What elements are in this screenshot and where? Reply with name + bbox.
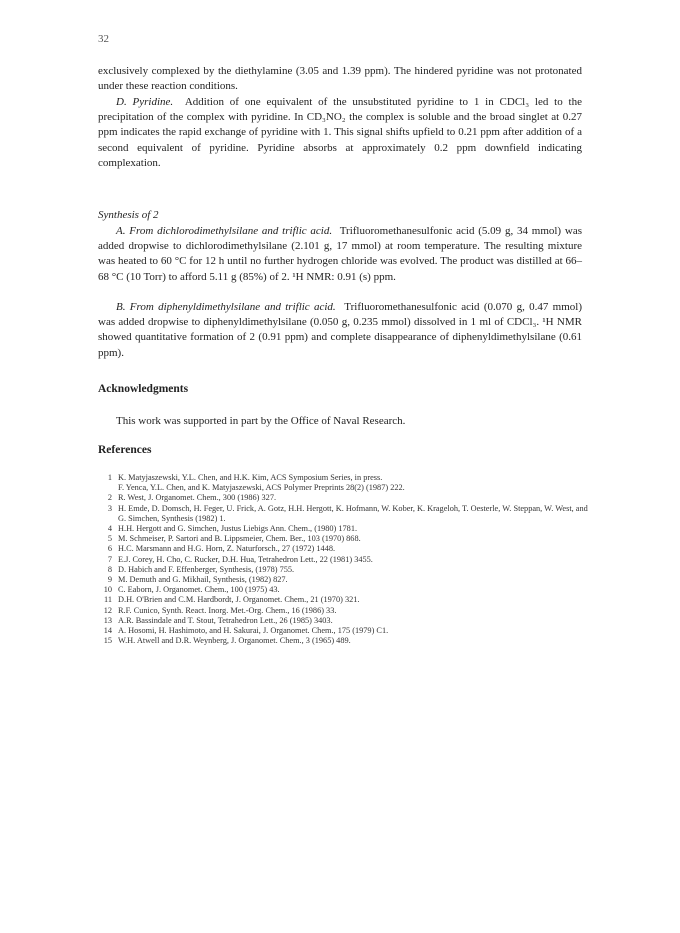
reference-number: 5 <box>107 534 112 544</box>
synthesis-a-paragraph <box>98 224 582 285</box>
reference-item <box>98 595 588 605</box>
reference-item <box>98 585 588 595</box>
reference-item <box>98 575 588 585</box>
reference-list <box>98 473 588 646</box>
reference-number: 9 <box>107 575 112 585</box>
reference-number: 11 <box>104 595 112 605</box>
reference-item <box>98 534 588 544</box>
pyridine-text: Addition of one equivalent of the unsubstituted pyridine to 1 in CDCl₃ led to the precipitation of the complex with pyridine. In CD₃NO₂ the complex is soluble and the broad singlet at 0.27 ppm indicates the rapid exchange of pyridine with 1. This signal shifts upfield to 0.21 ppm after addition of a second equivalent of pyridine. Pyridine absorbs at approximately 0.2 ppm downfield indicating complexation. <box>98 96 582 169</box>
acknowledgments-heading: Acknowledgments <box>98 383 189 395</box>
reference-text: D. Habich and F. Effenberger, Synthesis, (1978) 755. <box>118 564 295 574</box>
page-number: 32 <box>98 33 109 45</box>
reference-text: R.F. Cunico, Synth. React. Inorg. Met.-Org. Chem., 16 (1986) 33. <box>118 605 337 615</box>
reference-item <box>98 524 588 534</box>
synthesis-b-paragraph <box>98 300 582 361</box>
synthesis-b-text: Trifluoromethanesulfonic acid (0.070 g, 0.47 mmol) was added dropwise to diphenyldimethylsilane (0.050 g, 0.235 mmol) dissolved in 1 ml of CDCl₃. ¹H NMR showed quantitative formation of 2 (0.91 ppm) and complete disappearance of diphenyldimethylsilane (0.61 ppm). <box>98 301 583 359</box>
reference-number: 15 <box>103 636 112 646</box>
reference-text: M. Schmeiser, P. Sartori and B. Lippsmeier, Chem. Ber., 103 (1970) 868. <box>118 534 361 544</box>
reference-item <box>98 555 588 565</box>
reference-item <box>98 626 588 636</box>
reference-text: K. Matyjaszewski, Y.L. Chen, and H.K. Kim, ACS Symposium Series, in press. <box>118 473 383 482</box>
reference-number: 14 <box>103 626 112 636</box>
synthesis-a-text: Trifluoromethanesulfonic acid (5.09 g, 34 mmol) was added dropwise to dichlorodimethylsilane (2.101 g, 17 mmol) at room temperature. The resulting mixture was heated to 60 °C for 12 h until no further hydrogen chloride was evolved. The product was distilled at 66–68 °C (10 Torr) to afford 5.11 g (85%) of 2. ¹H NMR: 0.91 (s) ppm. <box>98 225 582 283</box>
reference-number: 4 <box>107 524 112 534</box>
reference-text: H.C. Marsmann and H.G. Horn, Z. Naturforsch., 27 (1972) 1448. <box>118 544 336 554</box>
acknowledgments-text: This work was supported in part by the Office of Naval Research. <box>116 415 406 427</box>
reference-number: 1 <box>107 473 112 482</box>
reference-text: A.R. Bassindale and T. Stout, Tetrahedron Lett., 26 (1985) 3403. <box>118 615 333 625</box>
reference-text: E.J. Corey, H. Cho, C. Rucker, D.H. Hua, Tetrahedron Lett., 22 (1981) 3455. <box>118 554 373 564</box>
pyridine-paragraph <box>98 95 582 171</box>
reference-number: 6 <box>107 544 112 554</box>
reference-text: D.H. O'Brien and C.M. Hardbordt, J. Organomet. Chem., 21 (1970) 321. <box>118 595 360 605</box>
reference-number: 2 <box>107 493 112 503</box>
reference-number: 12 <box>103 605 112 615</box>
synthesis-heading: Synthesis of 2 <box>98 209 159 221</box>
reference-item <box>98 565 588 575</box>
reference-text: W.H. Atwell and D.R. Weynberg, J. Organomet. Chem., 3 (1965) 489. <box>118 636 351 646</box>
reference-number <box>98 483 118 493</box>
continuation-paragraph: exclusively complexed by the diethylamine (3.05 and 1.39 ppm). The hindered pyridine was not protonated under these reaction conditions. <box>98 65 582 93</box>
pyridine-label: D. Pyridine. <box>116 96 174 108</box>
reference-item <box>98 504 588 524</box>
synthesis-a-label: A. From dichlorodimethylsilane and triflic acid. <box>116 225 333 237</box>
reference-item <box>98 473 588 483</box>
reference-number: 13 <box>103 615 112 625</box>
reference-text: M. Demuth and G. Mikhail, Synthesis, (1982) 827. <box>118 575 288 585</box>
reference-number: 7 <box>107 554 112 564</box>
reference-text: R. West, J. Organomet. Chem., 300 (1986) 327. <box>118 493 277 503</box>
reference-text: F. Yenca, Y.L. Chen, and K. Matyjaszewski, ACS Polymer Preprints 28(2) (1987) 222. <box>118 483 405 493</box>
reference-text: H.H. Hergott and G. Simchen, Justus Liebigs Ann. Chem., (1980) 1781. <box>118 524 358 534</box>
reference-item <box>98 483 588 493</box>
reference-number: 10 <box>103 585 112 595</box>
reference-item <box>98 544 588 554</box>
reference-item <box>98 606 588 616</box>
reference-number: 8 <box>107 564 112 574</box>
reference-item <box>98 493 588 503</box>
synthesis-b-label: B. From diphenyldimethylsilane and triflic acid. <box>116 301 336 313</box>
reference-number: 3 <box>107 503 112 513</box>
reference-text: C. Eaborn, J. Organomet. Chem., 100 (1975) 43. <box>118 585 280 595</box>
reference-item <box>98 636 588 646</box>
reference-text: A. Hosomi, H. Hashimoto, and H. Sakurai, J. Organomet. Chem., 175 (1979) C1. <box>118 626 389 636</box>
reference-item <box>98 616 588 626</box>
reference-text: H. Emde, D. Domsch, H. Feger, U. Frick, A. Gotz, H.H. Hergott, K. Hofmann, W. Kober, K. Krageloh, T. Oesterle, W. Steppan, W. West, and G. Simchen, Synthesis (1982) 1. <box>118 503 588 523</box>
references-heading: References <box>98 444 152 456</box>
